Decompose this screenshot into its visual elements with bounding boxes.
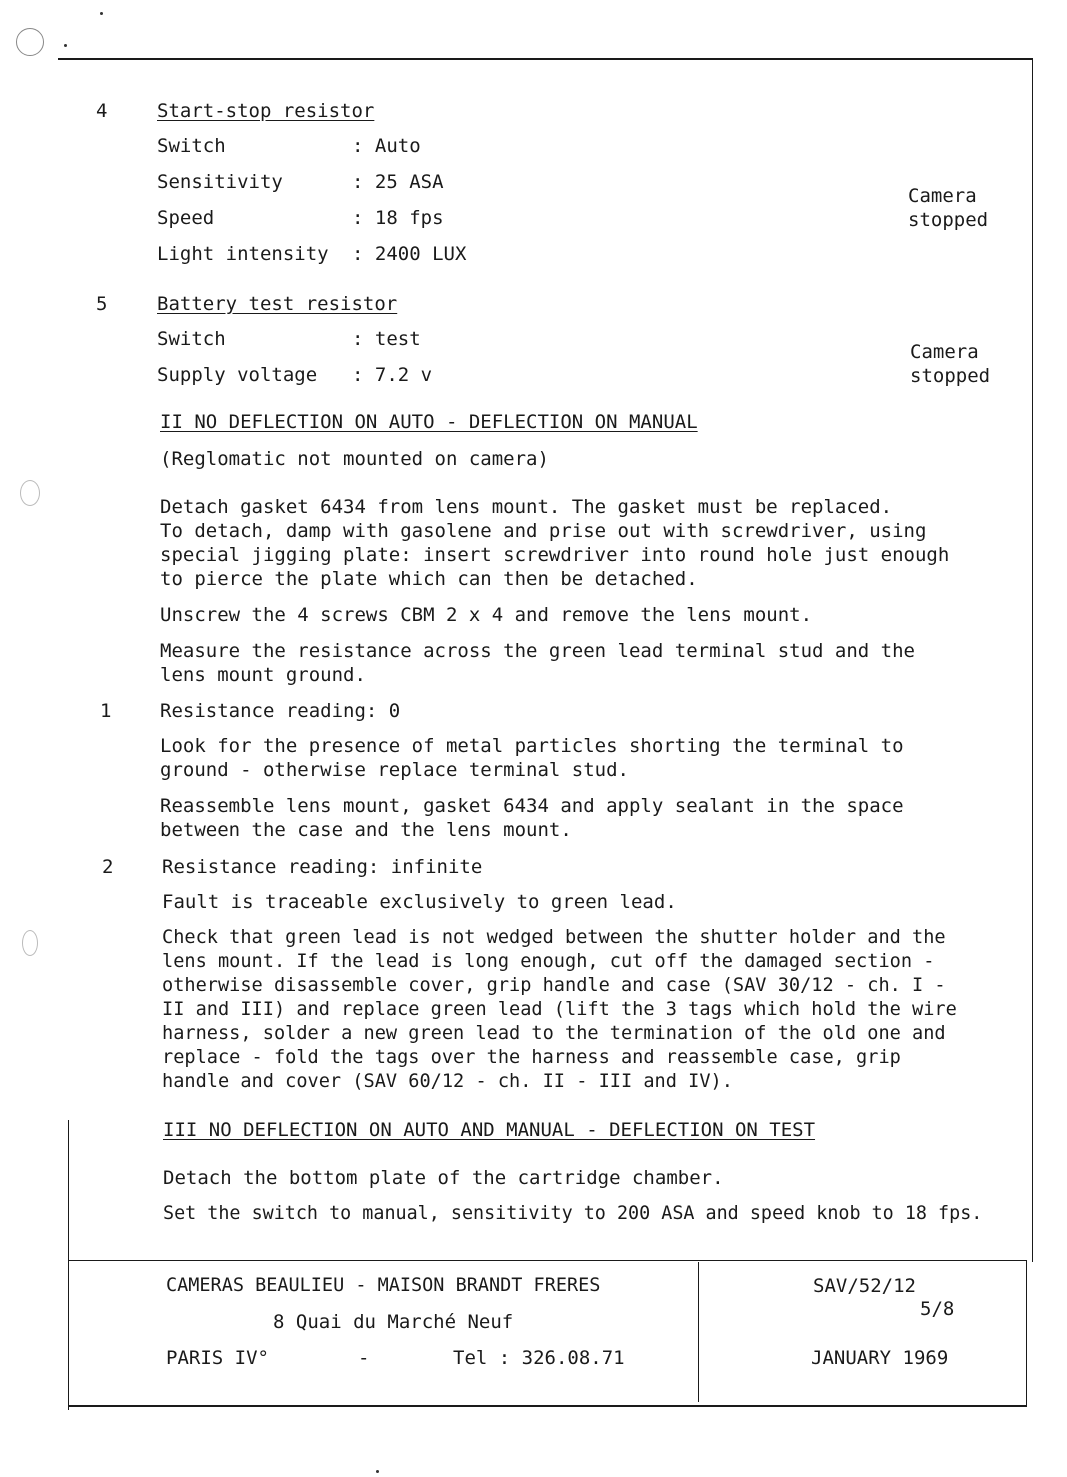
case-1-number: 1 <box>100 700 112 722</box>
case-2-number: 2 <box>102 856 114 878</box>
footer-company: CAMERAS BEAULIEU - MAISON BRANDT FRERES <box>166 1275 601 1296</box>
s4-row-label: Switch <box>157 135 226 157</box>
part-2-paragraph-6: Fault is traceable exclusively to green lead. <box>162 891 677 913</box>
section-4-title: Start-stop resistor <box>157 100 375 122</box>
part-3-heading: III NO DEFLECTION ON AUTO AND MANUAL - DEFLECTION ON TEST <box>163 1119 816 1141</box>
s4-row-value: : 18 fps <box>352 207 444 229</box>
part-2-paragraph-4: Look for the presence of metal particles shorting the terminal to ground - otherwise replace terminal stud. <box>160 735 904 781</box>
hole-punch-mark-top <box>16 28 44 56</box>
footer-address: 8 Quai du Marché Neuf <box>273 1311 514 1333</box>
s4-row-label: Light intensity <box>157 243 329 265</box>
case-2-reading: Resistance reading: infinite <box>162 856 483 878</box>
scan-speck-2 <box>64 44 67 47</box>
part-3-paragraph-1: Detach the bottom plate of the cartridge chamber. <box>163 1167 724 1189</box>
s4-row-label: Speed <box>157 207 215 229</box>
footer-telephone: Tel : 326.08.71 <box>453 1347 625 1369</box>
part-2-paragraph-1: Detach gasket 6434 from lens mount. The gasket must be replaced. To detach, damp with gasolene and prise out with screwdriver, using special jigging plate: insert screwdriver into round hole just enough to pierce the plate which can then be detached. <box>160 496 950 590</box>
scan-speck-1 <box>100 12 103 15</box>
s5-side-note-line-2: stopped <box>910 365 991 387</box>
s5-side-note-line-1: Camera <box>910 341 979 363</box>
part-2-heading: II NO DEFLECTION ON AUTO - DEFLECTION ON MANUAL <box>160 411 698 433</box>
s5-row-label: Switch <box>157 328 226 350</box>
part-2-subheading: (Reglomatic not mounted on camera) <box>160 448 549 470</box>
footer-city: PARIS IV° <box>166 1347 269 1369</box>
s4-row-value: : 25 ASA <box>352 171 444 193</box>
s5-row-label: Supply voltage <box>157 364 318 386</box>
part-2-paragraph-2: Unscrew the 4 screws CBM 2 x 4 and remove the lens mount. <box>160 604 813 626</box>
scan-speck-3 <box>376 1470 379 1473</box>
s5-row-value: : test <box>352 328 421 350</box>
hole-punch-mark-middle <box>20 480 40 506</box>
section-5-number: 5 <box>96 293 108 315</box>
footer-reference: SAV/52/12 <box>813 1275 916 1297</box>
s4-row-value: : Auto <box>352 135 421 157</box>
s4-row-value: : 2400 LUX <box>352 243 467 265</box>
part-3-paragraph-2: Set the switch to manual, sensitivity to 200 ASA and speed knob to 18 fps. <box>163 1203 983 1224</box>
footer-page-number: 5/8 <box>920 1298 955 1320</box>
hole-punch-mark-lower <box>22 930 38 956</box>
part-2-paragraph-5: Reassemble lens mount, gasket 6434 and apply sealant in the space between the case and the lens mount. <box>160 795 904 841</box>
part-2-paragraph-3: Measure the resistance across the green lead terminal stud and the lens mount ground. <box>160 640 915 686</box>
s4-side-note-line-2: stopped <box>908 209 989 231</box>
section-4-number: 4 <box>96 100 108 122</box>
s4-row-label: Sensitivity <box>157 171 283 193</box>
part-2-paragraph-7: Check that green lead is not wedged between the shutter holder and the lens mount. If the lead is long enough, cut off the damaged section - otherwise disassemble cover, grip handle and case (SAV 30/12 - ch. I - II and III) and replace green lead (lift the 3 tags which hold the wire harness, solder a new green lead to the termination of the old one and replace - fold the tags over the harness and reassemble case, grip handle and cover (SAV 60/12 - ch. II - III and IV). <box>162 927 957 1092</box>
case-1-reading: Resistance reading: 0 <box>160 700 401 722</box>
s5-row-value: : 7.2 v <box>352 364 433 386</box>
section-5-title: Battery test resistor <box>157 293 398 315</box>
footer-date: JANUARY 1969 <box>811 1347 949 1369</box>
s4-side-note-line-1: Camera <box>908 185 977 207</box>
footer-divider <box>698 1262 699 1402</box>
footer-dash: - <box>358 1347 370 1369</box>
